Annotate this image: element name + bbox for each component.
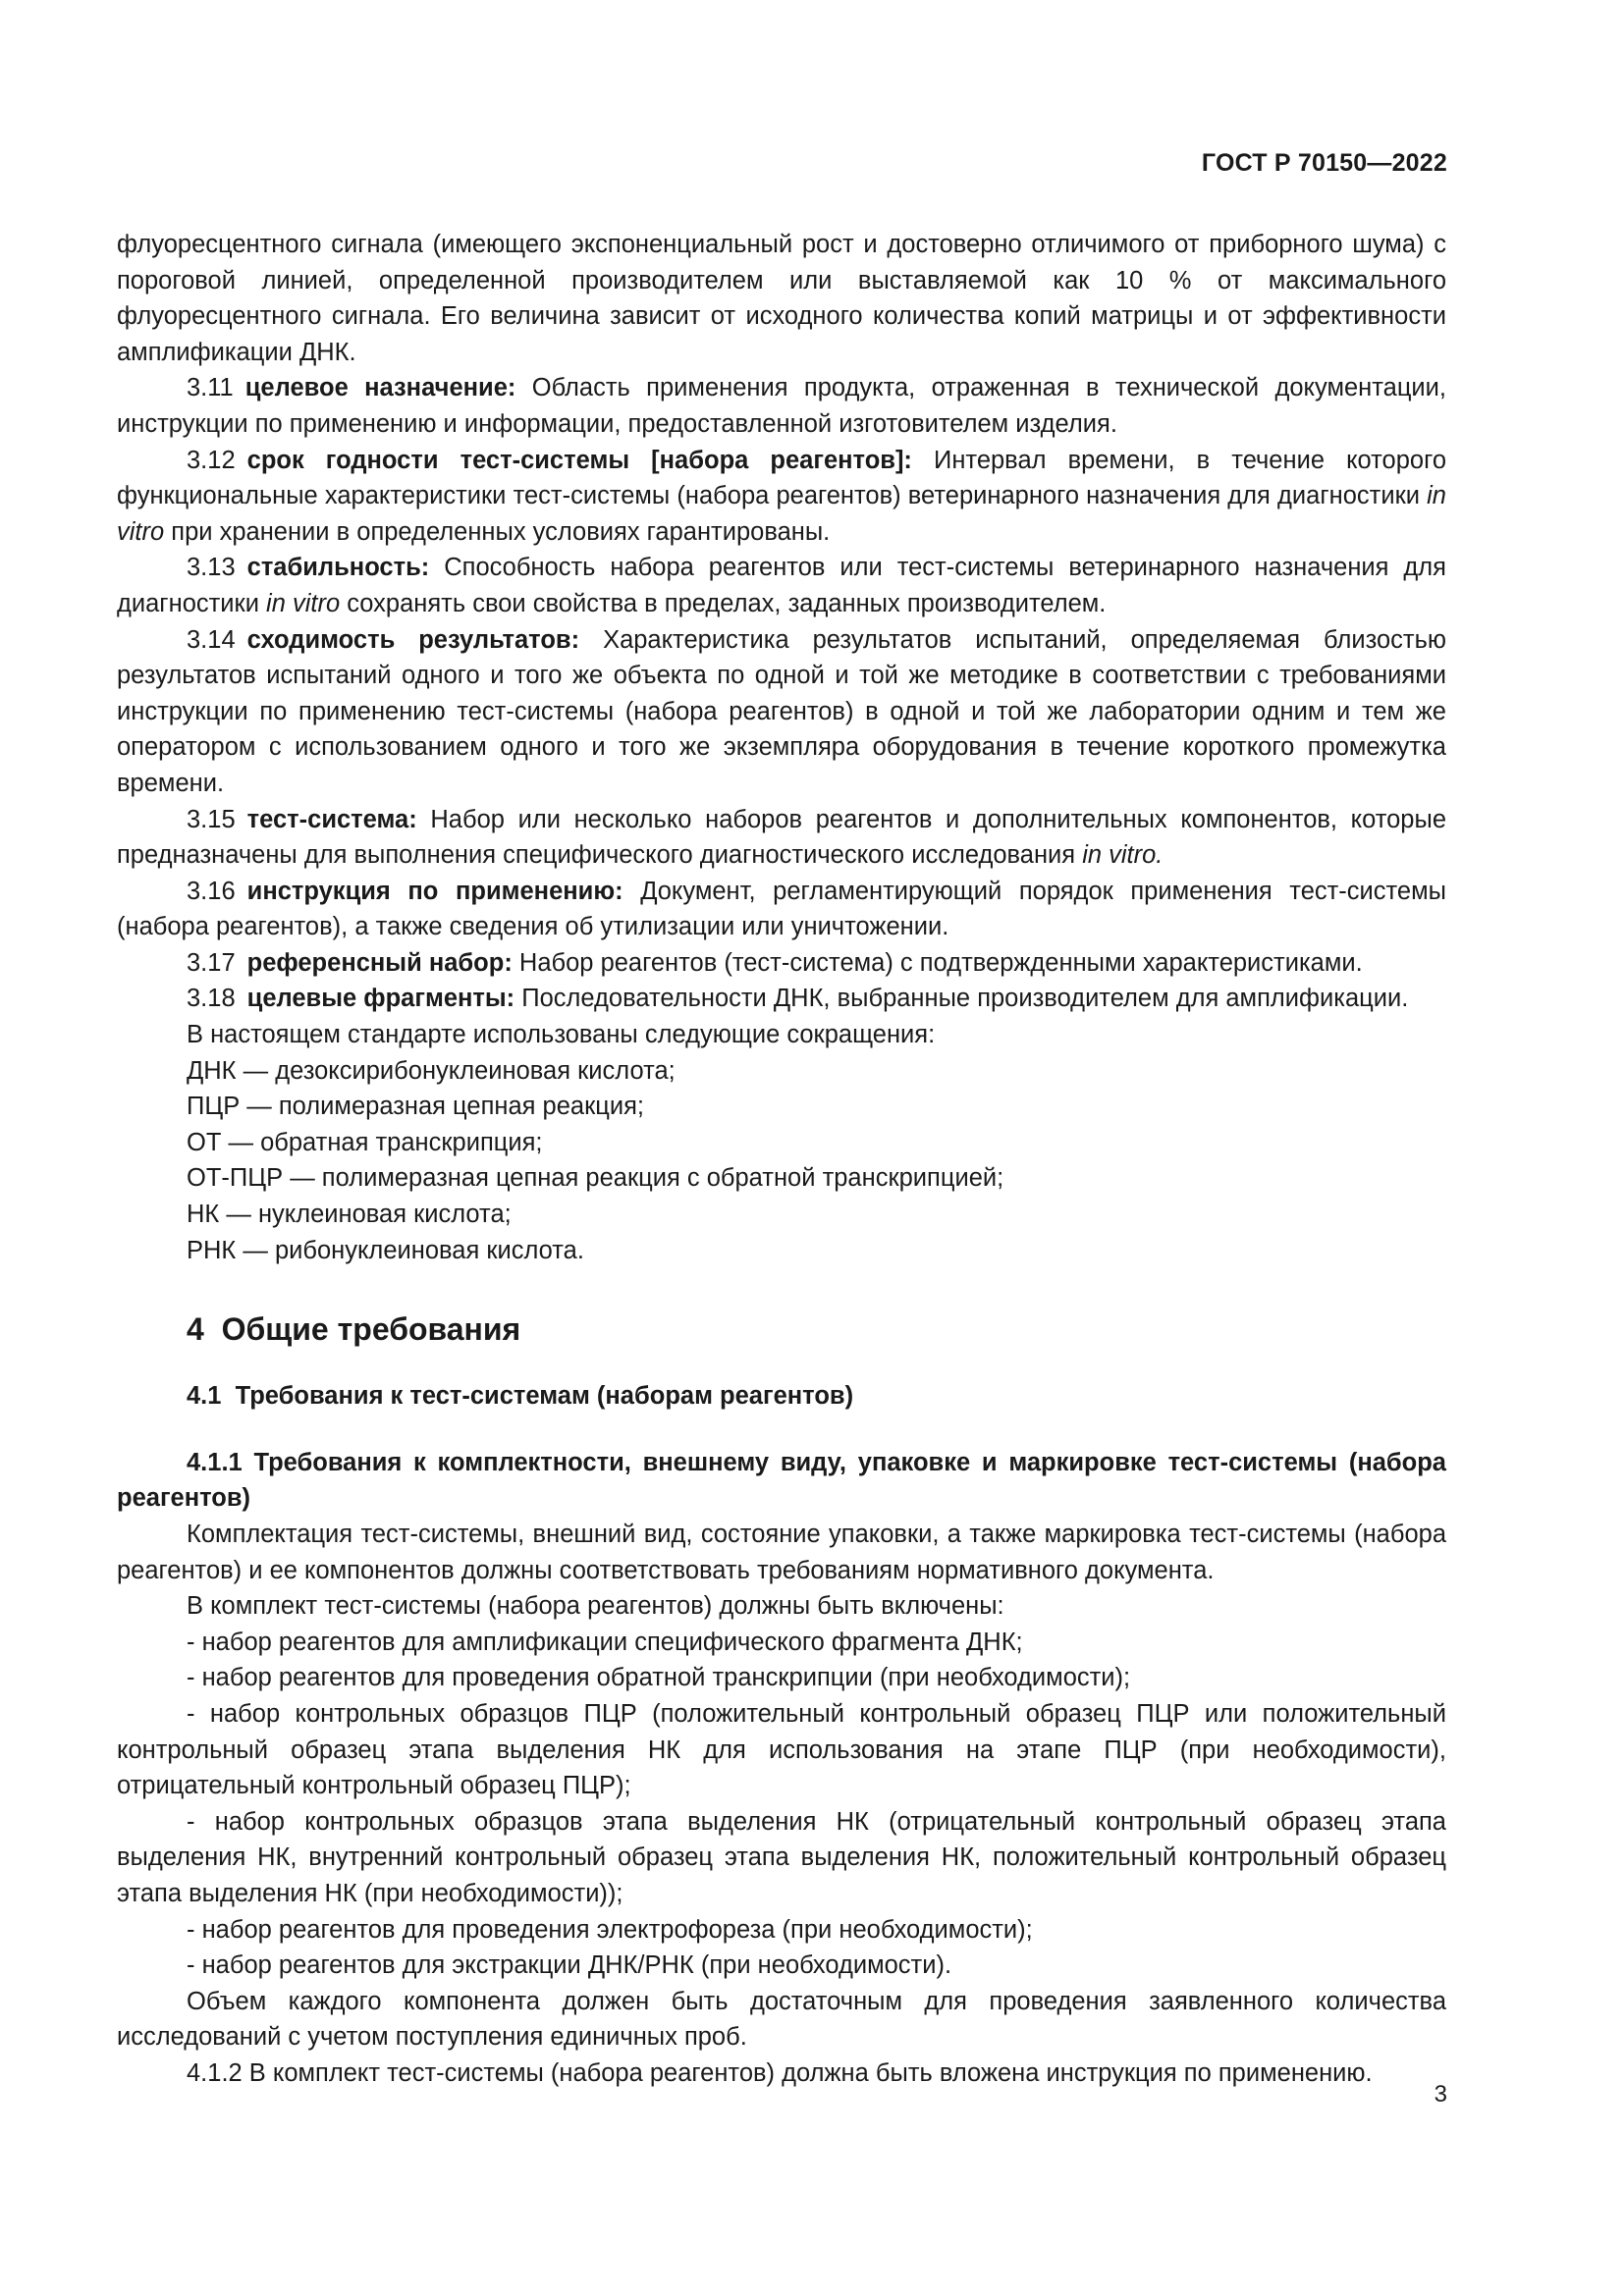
term-name: сходимость результатов: xyxy=(246,625,580,654)
term-italic: in vitro xyxy=(266,589,341,617)
kit-list-item: - набор реагентов для амплификации специфического фрагмента ДНК; xyxy=(187,1628,1023,1656)
term-name: стабильность: xyxy=(246,554,430,582)
term-3-18 xyxy=(117,981,1446,1017)
page-number: 3 xyxy=(1434,2081,1447,2108)
term-definition: Набор или несколько наборов реагентов и дополнительных компонентов, которые предназначены для выполнения специфического диагностического исследования xyxy=(117,805,1446,870)
term-italic: in vitro xyxy=(117,482,1446,546)
abbreviation-item: ОТ-ПЦР — полимеразная цепная реакция с обратной транскрипцией; xyxy=(187,1164,1004,1193)
term-name: инструкция по применению: xyxy=(246,877,623,905)
term-definition: Способность набора реагентов или тест-системы ветеринарного назначения для диагностики xyxy=(117,554,1446,617)
term-name: референсный набор: xyxy=(246,948,513,977)
term-definition-end: сохранять свои свойства в пределах, заданных производителем. xyxy=(347,589,1107,617)
term-number: 3.14 xyxy=(187,625,236,654)
abbreviations-intro: В настоящем стандарте использованы следующие сокращения: xyxy=(187,1021,936,1049)
kit-list-item: - набор реагентов для проведения электрофореза (при необходимости); xyxy=(187,1915,1033,1944)
subsection-4-1-heading: 4.1 Требования к тест-системам (наборам реагентов) xyxy=(187,1382,854,1411)
term-3-11 xyxy=(117,370,1446,442)
term-3-15 xyxy=(117,802,1446,874)
term-number: 3.15 xyxy=(187,805,236,833)
section-4-heading: 4 Общие требования xyxy=(187,1311,521,1348)
term-definition: Область применения продукта, отраженная в технической документации, инструкции по применению и информации, предоставленной изготовителем изделия. xyxy=(117,374,1446,438)
paragraph-component-volume: Объем каждого компонента должен быть достаточным для проведения заявленного количества исследований с учетом поступления единичных проб. xyxy=(117,1987,1446,2052)
term-definition: Интервал времени, в течение которого функциональные характеристики тест-системы (набора реагентов) ветеринарного назначения для диагностики xyxy=(117,446,1446,510)
term-number: 3.12 xyxy=(187,446,236,474)
term-number: 3.17 xyxy=(187,948,236,977)
abbreviation-item: ПЦР — полимеразная цепная реакция; xyxy=(187,1093,644,1121)
term-3-12 xyxy=(117,443,1446,551)
paragraph-4-1-2: 4.1.2 В комплект тест-системы (набора реагентов) должна быть вложена инструкция по применению. xyxy=(187,2058,1373,2087)
term-3-13 xyxy=(117,550,1446,621)
term-number: 3.18 xyxy=(187,985,236,1013)
continued-paragraph: флуоресцентного сигнала (имеющего экспоненциальный рост и достоверно отличимого от приборного шума) с пороговой линией, определенной производителем или выставляемой как 10 % от максимального флуоресцентного сигнала. Его величина зависит от исходного количества копий матрицы и от эффективности амплификации ДНК. xyxy=(117,231,1446,366)
term-definition: Набор реагентов (тест-система) с подтвержденными характеристиками. xyxy=(518,948,1363,977)
term-name: целевые фрагменты: xyxy=(246,985,515,1013)
kit-list-item: - набор реагентов для проведения обратной транскрипции (при необходимости); xyxy=(187,1664,1131,1692)
term-definition: Характеристика результатов испытаний, определяемая близостью результатов испытаний одного и того же объекта по одной и той же методике в соответствии с требованиями инструкции по применению тест-системы (набора реагентов) в одной и той же лаборатории одним и тем же оператором с использованием одного и того же экземпляра оборудования в течение короткого промежутка времени. xyxy=(117,625,1446,797)
term-3-14 xyxy=(117,622,1446,802)
term-name: целевое назначение: xyxy=(244,374,516,402)
term-name: срок годности тест-системы [набора реагентов]: xyxy=(246,446,912,474)
term-3-17 xyxy=(117,945,1446,982)
term-definition: Последовательности ДНК, выбранные производителем для амплификации. xyxy=(521,985,1409,1013)
term-number: 3.16 xyxy=(187,877,236,905)
term-definition: Документ, регламентирующий порядок применения тест-системы (набора реагентов), а также сведения об утилизации или уничтожении. xyxy=(117,877,1446,941)
page-content xyxy=(117,227,1446,2092)
abbreviation-item: ДНК — дезоксирибонуклеиновая кислота; xyxy=(187,1056,676,1085)
paragraph-kit-contents-intro: В комплект тест-системы (набора реагентов) должны быть включены: xyxy=(187,1592,1004,1621)
kit-list-item: - набор реагентов для экстракции ДНК/РНК (при необходимости). xyxy=(187,1951,952,1980)
term-number: 3.11 xyxy=(187,374,234,402)
subsection-4-1-1-heading: 4.1.1 Требования к комплектности, внешнему виду, упаковке и маркировке тест-системы (набора реагентов) xyxy=(117,1448,1446,1513)
abbreviation-item: ОТ — обратная транскрипция; xyxy=(187,1128,543,1156)
term-number: 3.13 xyxy=(187,554,236,582)
term-name: тест-система: xyxy=(246,805,417,833)
term-3-16 xyxy=(117,874,1446,945)
kit-list-item: - набор контрольных образцов ПЦР (положительный контрольный образец ПЦР или положительный контрольный образец этапа выделения НК для использования на этапе ПЦР (при необходимости), отрицательный контрольный образец ПЦР); xyxy=(117,1699,1446,1800)
abbreviation-item: НК — нуклеиновая кислота; xyxy=(187,1201,512,1229)
kit-list-item: - набор контрольных образцов этапа выделения НК (отрицательный контрольный образец этапа выделения НК, внутренний контрольный образец этапа выделения НК, положительный контрольный образец этапа выделения НК (при необходимости)); xyxy=(117,1807,1446,1907)
term-definition-end: при хранении в определенных условиях гарантированы. xyxy=(171,517,831,546)
paragraph-completeness: Комплектация тест-системы, внешний вид, состояние упаковки, а также маркировка тест-системы (набора реагентов) и ее компонентов должны соответствовать требованиям нормативного документа. xyxy=(117,1521,1446,1584)
standard-header: ГОСТ Р 70150—2022 xyxy=(1201,149,1447,177)
term-italic: in vitro. xyxy=(1082,841,1164,870)
abbreviation-item: РНК — рибонуклеиновая кислота. xyxy=(187,1236,584,1264)
